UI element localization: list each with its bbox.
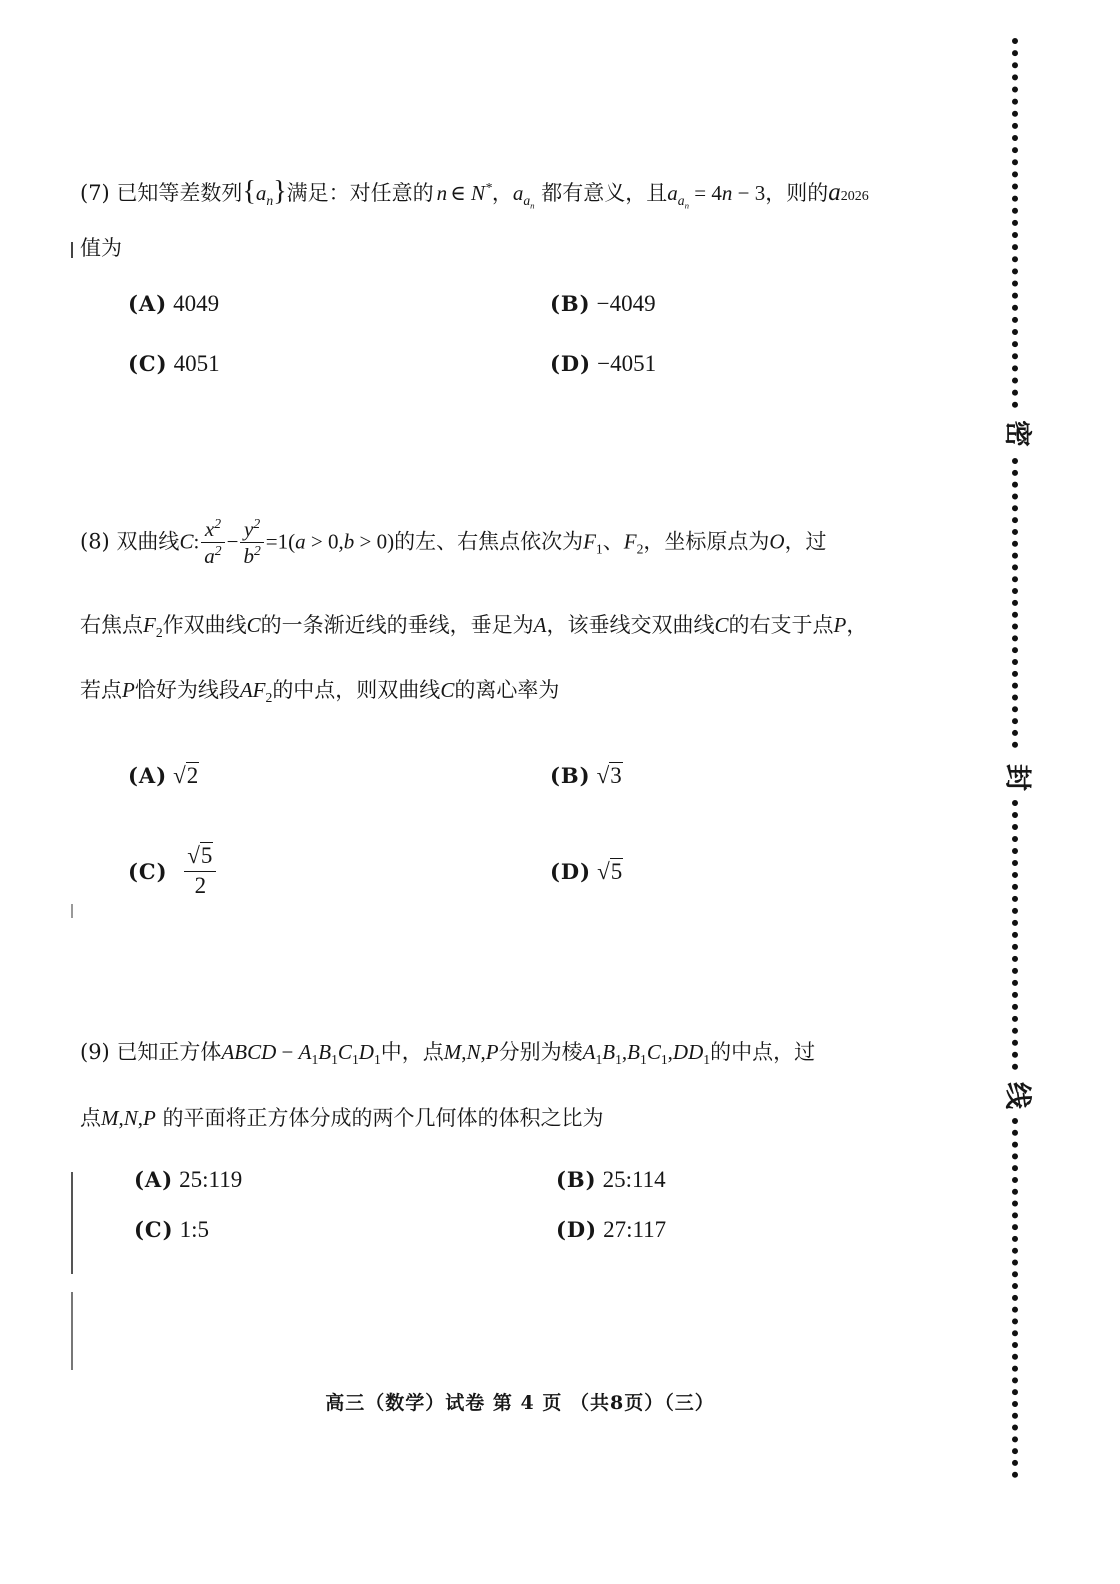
q8-option-d[interactable]: (D) √5	[550, 859, 623, 884]
q9-option-c[interactable]: (C) 1:5	[134, 1217, 209, 1242]
question-7-line-1: (7) 已知等差数列$\{a_n\}$满足：对任意的 n ∈ N*，$a_{a_n}$ 都有意义，且$a_{a_n} = 4n - 3$，则的a2026	[80, 176, 869, 211]
q8-option-c[interactable]: (C) $\frac{√5}{2}$	[128, 842, 218, 901]
question-9-line-1: (9) 已知正方体ABCD − $A_1B_1C_1D_1$中，点M,N,P分别为棱$A_1B_1,B_1C_1,DD_1$的中点，过	[80, 1040, 816, 1068]
scan-mark	[71, 904, 73, 918]
question-7-line-2: 值为	[80, 236, 122, 260]
q7-option-c[interactable]: (C) 4051	[128, 351, 220, 376]
binding-dotted-line	[1012, 458, 1030, 748]
question-number: (9)	[80, 1040, 110, 1064]
q8-option-b[interactable]: (B) √3	[550, 763, 622, 788]
binding-mark-xian: 线	[1001, 1082, 1033, 1109]
binding-dotted-line	[1012, 800, 1030, 1070]
binding-dotted-line	[1012, 38, 1030, 408]
question-number: (8)	[80, 529, 110, 554]
question-9-line-2: 点M,N,P 的平面将正方体分成的两个几何体的体积之比为	[80, 1106, 604, 1130]
q9-option-d[interactable]: (D) 27:117	[556, 1217, 667, 1242]
binding-dotted-line	[1012, 1118, 1030, 1478]
question-8-line-1: (8) 双曲线C: $\frac{x^2}{a^2}$ − $\frac{y^2}{b^2}$ =1(a > 0,b > 0)的左、右焦点依次为$F_1$、$F_2$，坐标原点为O，过	[80, 516, 827, 569]
scan-mark	[71, 1172, 73, 1274]
question-number: (7)	[80, 181, 110, 205]
binding-mark-feng: 封	[1001, 764, 1033, 791]
page-footer: 高三（数学）试卷 第 4 页 （共8页）（三）	[325, 1392, 715, 1414]
q9-option-a[interactable]: (A) 25:119	[134, 1167, 243, 1192]
question-8-line-2: 右焦点$F_2$作双曲线C的一条渐近线的垂线，垂足为A，该垂线交双曲线C的右支于点P，	[80, 613, 868, 641]
binding-mark-mi: 密	[1001, 420, 1033, 447]
question-8-line-3: 若点P恰好为线段$AF_2$的中点，则双曲线C的离心率为	[80, 678, 560, 706]
q7-option-d[interactable]: (D) −4051	[550, 351, 657, 376]
scan-mark	[71, 242, 73, 258]
scan-mark	[71, 1292, 73, 1370]
q9-option-b[interactable]: (B) 25:114	[556, 1167, 666, 1192]
q7-option-b[interactable]: (B) −4049	[550, 291, 656, 316]
q7-option-a[interactable]: (A) 4049	[128, 291, 220, 316]
q8-option-a[interactable]: (A) √2	[128, 763, 199, 788]
